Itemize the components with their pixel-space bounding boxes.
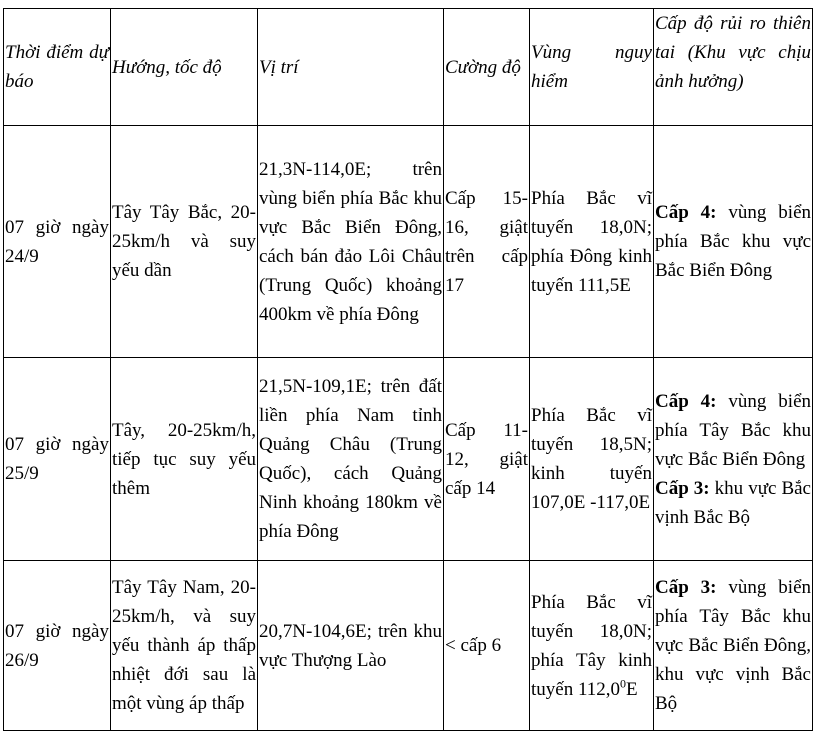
cell-direction: Tây, 20-25km/h, tiếp tục suy yếu thêm xyxy=(111,358,258,561)
header-direction: Hướng, tốc độ xyxy=(111,9,258,126)
cell-direction: Tây Tây Nam, 20-25km/h, và suy yếu thành áp thấp nhiệt đới sau là một vùng áp thấp xyxy=(111,561,258,731)
cell-time: 07 giờ ngày 26/9 xyxy=(4,561,111,731)
risk-level-label: Cấp 4: xyxy=(655,390,717,412)
cell-danger-zone: Phía Bắc vĩ tuyến 18,0N; phía Đông kinh tuyến 111,5E xyxy=(530,126,654,358)
cell-position: 21,5N-109,1E; trên đất liền phía Nam tỉnh Quảng Châu (Trung Quốc), cách Quảng Ninh khoảng 180km về phía Đông xyxy=(258,358,444,561)
cell-time: 07 giờ ngày 25/9 xyxy=(4,358,111,561)
risk-entry xyxy=(655,198,811,285)
risk-area: vùng biển phía Tây Bắc khu vực Bắc Biển Đông xyxy=(655,390,811,470)
forecast-table xyxy=(3,8,813,731)
risk-area: vùng biển phía Bắc khu vực Bắc Biển Đông xyxy=(655,202,811,281)
risk-area: khu vực Bắc vịnh Bắc Bộ xyxy=(655,477,811,528)
cell-risk-level xyxy=(654,358,813,561)
risk-entry xyxy=(655,474,811,532)
cell-intensity: Cấp 15-16, giật trên cấp 17 xyxy=(444,126,530,358)
risk-level-label: Cấp 3: xyxy=(655,477,710,499)
table-row xyxy=(4,561,813,731)
table-row xyxy=(4,358,813,561)
cell-risk-level xyxy=(654,126,813,358)
header-danger-zone: Vùng nguy hiểm xyxy=(530,9,654,126)
risk-level-label: Cấp 4: xyxy=(655,202,717,223)
header-time: Thời điểm dự báo xyxy=(4,9,111,126)
cell-intensity: Cấp 11-12, giật cấp 14 xyxy=(444,358,530,561)
header-intensity: Cường độ xyxy=(444,9,530,126)
cell-intensity: < cấp 6 xyxy=(444,561,530,731)
cell-risk-level xyxy=(654,561,813,731)
cell-danger-zone: Phía Bắc vĩ tuyến 18,5N; kinh tuyến 107,0E -117,0E xyxy=(530,358,654,561)
table-row xyxy=(4,126,813,358)
table-header-row xyxy=(4,9,813,126)
header-risk-level: Cấp độ rủi ro thiên tai (Khu vực chịu ảnh hưởng) xyxy=(654,9,813,126)
cell-danger-zone: Phía Bắc vĩ tuyến 18,0N; phía Tây kinh tuyến 112,0$^0$E xyxy=(530,561,654,731)
cell-time: 07 giờ ngày 24/9 xyxy=(4,126,111,358)
header-position: Vị trí xyxy=(258,9,444,126)
cell-position: 21,3N-114,0E; trên vùng biển phía Bắc khu vực Bắc Biển Đông, cách bán đảo Lôi Châu (Trung Quốc) khoảng 400km về phía Đông xyxy=(258,126,444,358)
risk-entry xyxy=(655,387,811,474)
risk-area: vùng biển phía Tây Bắc khu vực Bắc Biển Đông, khu vực vịnh Bắc Bộ xyxy=(655,577,811,714)
risk-level-label: Cấp 3: xyxy=(655,577,717,598)
cell-position: 20,7N-104,6E; trên khu vực Thượng Lào xyxy=(258,561,444,731)
risk-entry xyxy=(655,573,811,718)
cell-direction: Tây Tây Bắc, 20-25km/h và suy yếu dần xyxy=(111,126,258,358)
